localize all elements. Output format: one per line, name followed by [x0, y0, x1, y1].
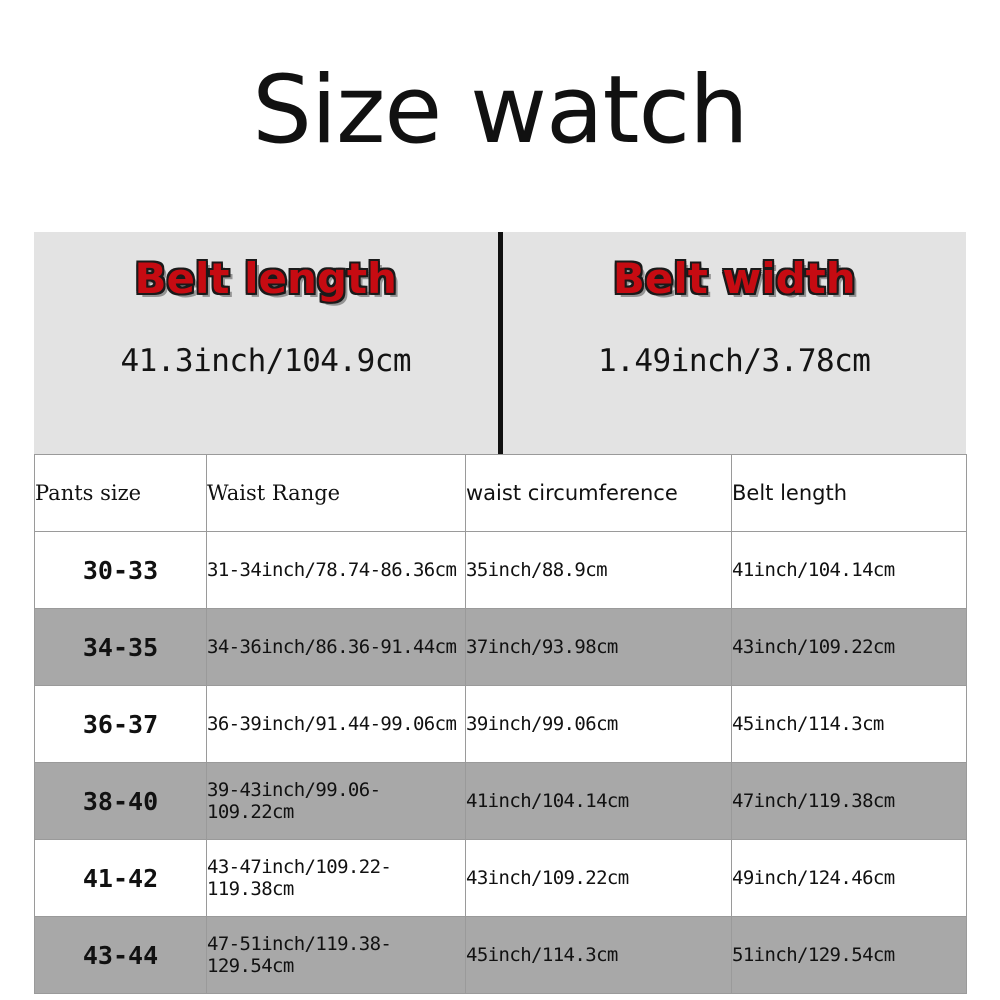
cell-waist-circumference: 39inch/99.06cm — [466, 686, 732, 763]
cell-waist-circumference: 37inch/93.98cm — [466, 609, 732, 686]
cell-waist-circumference: 45inch/114.3cm — [466, 917, 732, 994]
cell-pants-size: 36-37 — [35, 686, 207, 763]
cell-pants-size: 30-33 — [35, 532, 207, 609]
cell-pants-size: 38-40 — [35, 763, 207, 840]
table-header-row — [35, 455, 967, 532]
cell-waist-circumference: 41inch/104.14cm — [466, 763, 732, 840]
belt-width-value: 1.49inch/3.78cm — [598, 343, 871, 379]
cell-waist-range: 47-51inch/119.38-129.54cm — [207, 917, 466, 994]
table-row — [35, 763, 967, 840]
column-header-waist-circumference: waist circumference — [466, 455, 732, 532]
table-row — [35, 532, 967, 609]
belt-width-spec — [503, 232, 967, 454]
cell-waist-range: 34-36inch/86.36-91.44cm — [207, 609, 466, 686]
cell-waist-circumference: 35inch/88.9cm — [466, 532, 732, 609]
table-row — [35, 609, 967, 686]
column-header-waist-range: Waist Range — [207, 455, 466, 532]
cell-waist-circumference: 43inch/109.22cm — [466, 840, 732, 917]
cell-waist-range: 36-39inch/91.44-99.06cm — [207, 686, 466, 763]
cell-belt-length: 47inch/119.38cm — [732, 763, 967, 840]
cell-waist-range: 39-43inch/99.06-109.22cm — [207, 763, 466, 840]
belt-width-label: Belt width — [612, 254, 856, 303]
page-title: Size watch — [252, 56, 748, 165]
cell-waist-range: 43-47inch/109.22-119.38cm — [207, 840, 466, 917]
table-row — [35, 840, 967, 917]
cell-belt-length: 51inch/129.54cm — [732, 917, 967, 994]
size-table — [34, 454, 967, 994]
cell-pants-size: 34-35 — [35, 609, 207, 686]
belt-length-value: 41.3inch/104.9cm — [120, 343, 412, 379]
column-header-belt-length: Belt length — [732, 455, 967, 532]
table-row — [35, 917, 967, 994]
cell-belt-length: 41inch/104.14cm — [732, 532, 967, 609]
belt-length-spec — [34, 232, 503, 454]
spec-header-band — [34, 232, 966, 454]
cell-waist-range: 31-34inch/78.74-86.36cm — [207, 532, 466, 609]
cell-pants-size: 41-42 — [35, 840, 207, 917]
cell-belt-length: 49inch/124.46cm — [732, 840, 967, 917]
cell-pants-size: 43-44 — [35, 917, 207, 994]
table-body — [35, 532, 967, 994]
belt-length-label: Belt length — [134, 254, 397, 303]
cell-belt-length: 45inch/114.3cm — [732, 686, 967, 763]
table-row — [35, 686, 967, 763]
cell-belt-length: 43inch/109.22cm — [732, 609, 967, 686]
column-header-pants-size: Pants size — [35, 455, 207, 532]
